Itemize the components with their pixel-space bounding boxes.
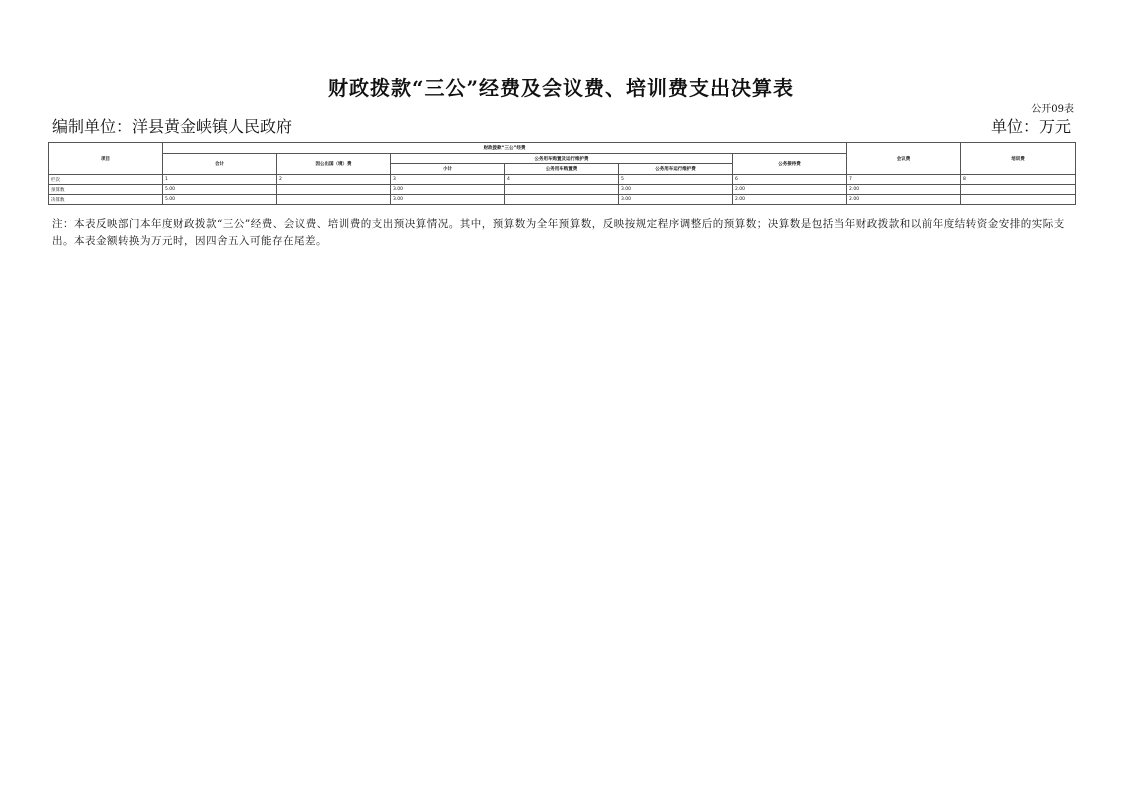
- table-row: [49, 185, 1076, 195]
- table-cell: [277, 195, 391, 205]
- expenditure-table: [48, 142, 1076, 205]
- table-cell: 2.00: [733, 195, 847, 205]
- table-cell: 6: [733, 175, 847, 185]
- row-label: 决算数: [49, 195, 163, 205]
- organization-label: 编制单位：洋县黄金峡镇人民政府: [52, 117, 293, 136]
- unit-label: 单位：万元: [990, 117, 1071, 136]
- page-title: 财政拨款“三公”经费及会议费、培训费支出决算表: [327, 76, 794, 100]
- table-cell: 2.00: [847, 185, 961, 195]
- table-cell: 7: [847, 175, 961, 185]
- table-cell: 2.00: [847, 195, 961, 205]
- table-cell: 4: [505, 175, 619, 185]
- table-cell: [961, 185, 1076, 195]
- header-vehicle-operation: 公务用车运行维护费: [619, 164, 733, 175]
- header-item: 项目: [49, 143, 163, 175]
- table-cell: 2: [277, 175, 391, 185]
- header-abroad: 因公出国（境）费: [277, 154, 391, 175]
- row-label: 栏次: [49, 175, 163, 185]
- table-cell: [505, 195, 619, 205]
- table-cell: 5.00: [163, 185, 277, 195]
- header-vehicle-purchase: 公务用车购置费: [505, 164, 619, 175]
- table-cell: 3.00: [619, 185, 733, 195]
- header-meeting: 会议费: [847, 143, 961, 175]
- table-cell: 2.00: [733, 185, 847, 195]
- table-cell: [961, 195, 1076, 205]
- header-subtotal: 小计: [391, 164, 505, 175]
- footnote: 注：本表反映部门本年度财政拨款“三公”经费、会议费、培训费的支出预决算情况。其中，预算数为全年预算数，反映按规定程序调整后的预算数；决算数是包括当年财政拨款和以前年度结转资金安排的实际支出。本表金额转换为万元时，因四舍五入可能存在尾差。: [52, 218, 1065, 247]
- header-training: 培训费: [961, 143, 1076, 175]
- table-cell: 3.00: [391, 185, 505, 195]
- header-three-public: 财政拨款“三公”经费: [163, 143, 847, 154]
- table-cell: 8: [961, 175, 1076, 185]
- table-cell: 5: [619, 175, 733, 185]
- table-row: [49, 195, 1076, 205]
- header-vehicle-group: 公务用车购置及运行维护费: [391, 154, 733, 164]
- header-total: 合计: [163, 154, 277, 175]
- table-cell: 3.00: [391, 195, 505, 205]
- table-cell: [277, 185, 391, 195]
- table-cell: 5.00: [163, 195, 277, 205]
- table-row: [49, 175, 1076, 185]
- table-cell: [505, 185, 619, 195]
- table-cell: 3: [391, 175, 505, 185]
- row-label: 预算数: [49, 185, 163, 195]
- header-reception: 公务接待费: [733, 154, 847, 175]
- table-cell: 3.00: [619, 195, 733, 205]
- table-cell: 1: [163, 175, 277, 185]
- form-code: 公开09表: [1031, 104, 1074, 115]
